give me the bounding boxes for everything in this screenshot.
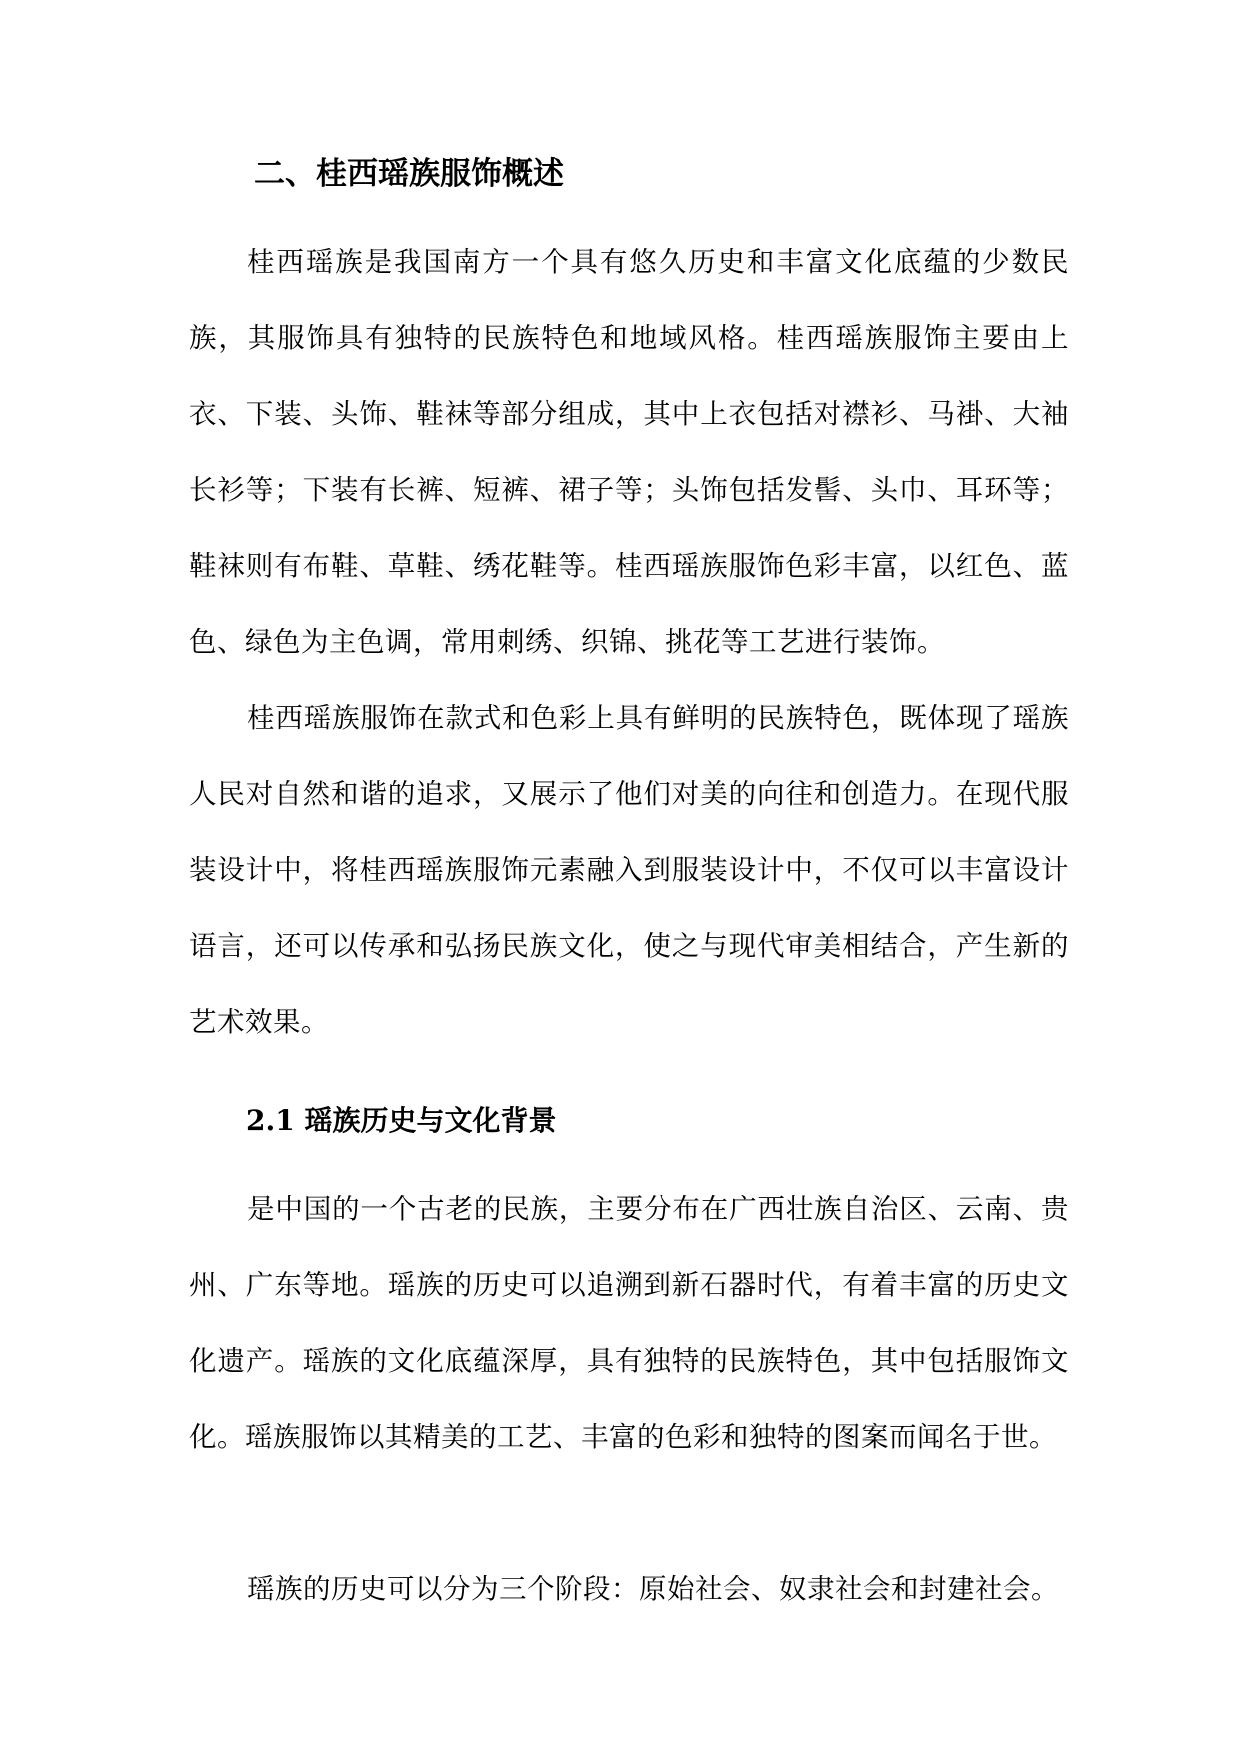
body-paragraph-1: 桂西瑶族是我国南方一个具有悠久历史和丰富文化底蕴的少数民族，其服饰具有独特的民族特色和地域风格。桂西瑶族服饰主要由上衣、下装、头饰、鞋袜等部分组成，其中上衣包括对襟衫、马褂、大袖长衫等；下装有长裤、短裤、裙子等；头饰包括发髻、头巾、耳环等；鞋袜则有布鞋、草鞋、绣花鞋等。桂西瑶族服饰色彩丰富，以红色、蓝色、绿色为主色调，常用刺绣、织锦、挑花等工艺进行装饰。 (189, 246, 1069, 658)
subsection-title: 2.1 瑶族历史与文化背景 (246, 1104, 557, 1137)
body-paragraph-4: 瑶族的历史可以分为三个阶段：原始社会、奴隶社会和封建社会。 (247, 1573, 1059, 1605)
body-paragraph-3: 是中国的一个古老的民族，主要分布在广西壮族自治区、云南、贵州、广东等地。瑶族的历史可以追溯到新石器时代，有着丰富的历史文化遗产。瑶族的文化底蕴深厚，具有独特的民族特色，其中包括服饰文化。瑶族服饰以其精美的工艺、丰富的色彩和独特的图案而闻名于世。 (189, 1193, 1069, 1453)
section-title: 二、桂西瑶族服饰概述 (254, 156, 564, 192)
body-paragraph-2: 桂西瑶族服饰在款式和色彩上具有鲜明的民族特色，既体现了瑶族人民对自然和谐的追求，又展示了他们对美的向往和创造力。在现代服装设计中，将桂西瑶族服饰元素融入到服装设计中，不仅可以丰富设计语言，还可以传承和弘扬民族文化，使之与现代审美相结合，产生新的艺术效果。 (189, 702, 1069, 1038)
